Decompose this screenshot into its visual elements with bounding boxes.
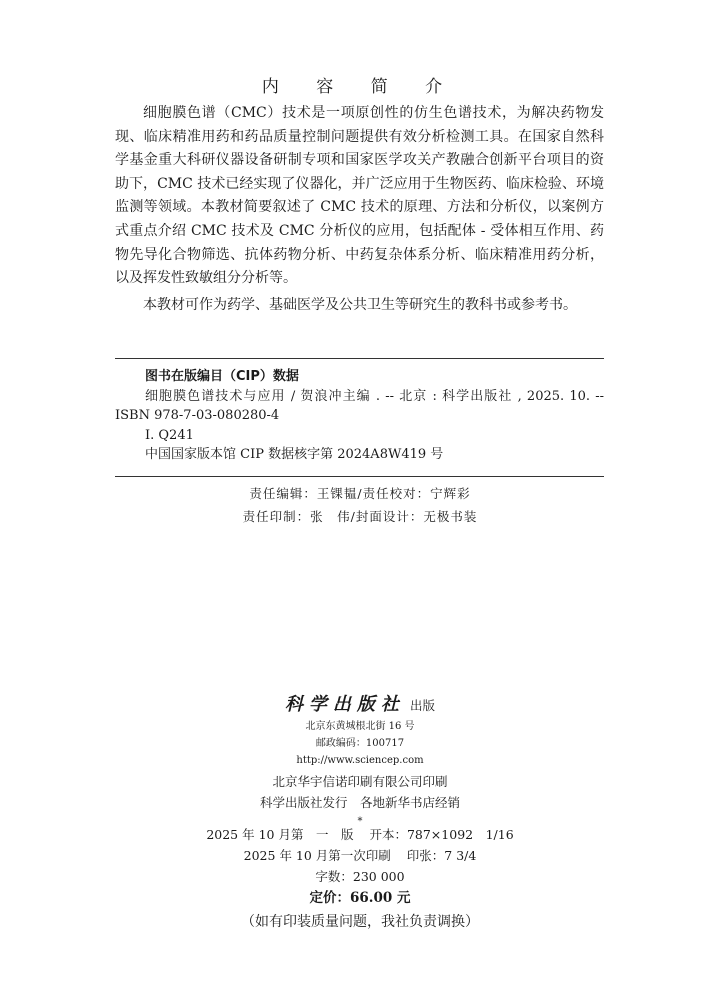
printing-line (0, 845, 720, 866)
intro-paragraph-1: 细胞膜色谱（CMC）技术是一项原创性的仿生色谱技术，为解决药物发现、临床精准用药和药品质量控制问题提供有效分析检测工具。在国家自然科学基金重大科研仪器设备研制专项和国家医学攻关产教融合创新平台项目的资助下，CMC 技术已经实现了仪器化，并广泛应用于生物医药、临床检验、环境监测等领域。本教材简要叙述了 CMC 技术的原理、方法和分析仪，以案例方式重点介绍 CMC 技术及 CMC 分析仪的应用，包括配体 - 受体相互作用、药物先导化合物筛选、抗体药物分析、中药复杂体系分析、临床精准用药分析，以及挥发性致敏组分分析等。 (115, 105, 604, 287)
format-info: 开本：787×1092 1/16 (369, 827, 514, 842)
word-count: 字数：230 000 (315, 869, 405, 884)
staff-line-editors: 责任编辑：王锞韫/责任校对：宁辉彩 (249, 486, 471, 501)
publisher-imprint (0, 692, 720, 718)
cip-block (115, 367, 604, 465)
publisher-url: http://www.sciencep.com (296, 755, 424, 766)
edition-block (0, 824, 720, 934)
publisher-logo-suffix: 出版 (410, 698, 436, 713)
distribution-line: 科学出版社发行 各地新华书店经销 (259, 795, 460, 810)
intro-paragraph-2: 本教材可作为药学、基础医学及公共卫生等研究生的教科书或参考书。 (143, 297, 577, 313)
printing-info: 2025 年 10 月第一次印刷 (243, 848, 391, 863)
edition-line (0, 824, 720, 845)
printer-line: 北京华宇信诺印刷有限公司印刷 (272, 774, 448, 789)
staff-credits (0, 482, 720, 528)
cip-classification: Ⅰ. Q241 (145, 427, 194, 443)
publisher-block (0, 692, 720, 830)
staff-line-production: 责任印制：张 伟/封面设计：无极书装 (242, 509, 478, 524)
cip-verification: 中国国家版本馆 CIP 数据核字第 2024A8W419 号 (145, 447, 444, 462)
separator-asterisk: * (357, 816, 363, 827)
price: 定价：66.00 元 (309, 890, 411, 906)
cip-record: 细胞膜色谱技术与应用 / 贺浪冲主编 . -- 北京 : 科学出版社 , 2025. 10. -- ISBN 978-7-03-080280-4 (115, 388, 604, 423)
publisher-address: 北京东黄城根北街 16 号 (305, 721, 415, 732)
cip-bottom-rule (115, 476, 604, 477)
sheets-info: 印张：7 3/4 (406, 848, 477, 863)
cip-top-rule (115, 358, 604, 359)
edition-info: 2025 年 10 月第 一 版 (206, 827, 354, 842)
page-title: 内 容 简 介 (261, 77, 459, 97)
publisher-postcode: 邮政编码：100717 (315, 738, 405, 749)
cip-heading: 图书在版编目（CIP）数据 (145, 369, 299, 384)
publisher-logo: 科学出版社 (284, 694, 405, 715)
quality-note: （如有印装质量问题，我社负责调换） (241, 914, 479, 930)
